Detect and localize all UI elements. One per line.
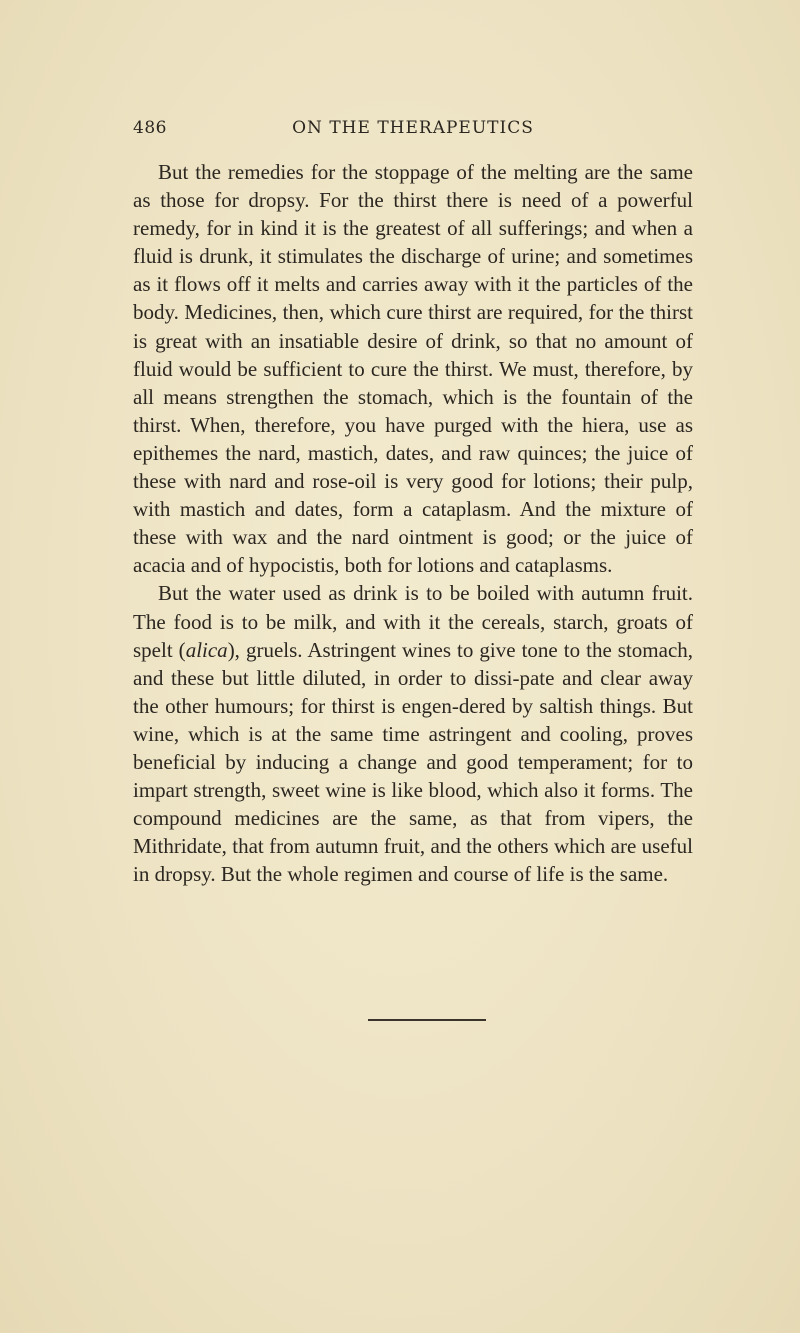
page-header xyxy=(133,118,693,142)
italic-term: alica xyxy=(185,637,228,662)
body-text xyxy=(133,158,693,888)
paragraph-text: But the water used as drink is to be boiled with autumn fruit. The food is to be milk, and with it the cereals, starch, groats of spelt ( xyxy=(133,581,693,662)
running-title: ON THE THERAPEUTICS xyxy=(292,118,534,138)
section-end-rule xyxy=(368,1019,486,1021)
paragraph-text: ), gruels. Astringent wines to give tone to the stomach, and these but little diluted, in order to dissi-pate and clear away the other humours; for thirst is engen-dered by saltish things. But wine, which is at the same time astringent and cooling, proves beneficial by inducing a change and good temperament; for to impart strength, sweet wine is like blood, which also it forms. The compound medicines are the same, as that from vipers, the Mithridate, that from autumn fruit, and the others which are useful in dropsy. But the whole regimen and course of life is the same. xyxy=(133,637,694,887)
paragraph xyxy=(133,579,693,888)
page-number: 486 xyxy=(133,118,167,138)
paragraph: But the remedies for the stoppage of the melting are the same as those for dropsy. For the thirst there is need of a powerful remedy, for in kind it is the greatest of all sufferings; and when a fluid is drunk, it stimulates the discharge of urine; and sometimes as it flows off it melts and carries away with it the particles of the body. Medicines, then, which cure thirst are required, for the thirst is great with an insatiable desire of drink, so that no amount of fluid would be sufficient to cure the thirst. We must, therefore, by all means strengthen the stomach, which is the fountain of the thirst. When, therefore, you have purged with the hiera, use as epithemes the nard, mastich, dates, and raw quinces; the juice of these with nard and rose-oil is very good for lotions; their pulp, with mastich and dates, form a cataplasm. And the mixture of these with wax and the nard ointment is good; or the juice of acacia and of hypocistis, both for lotions and cataplasms. xyxy=(133,160,693,578)
